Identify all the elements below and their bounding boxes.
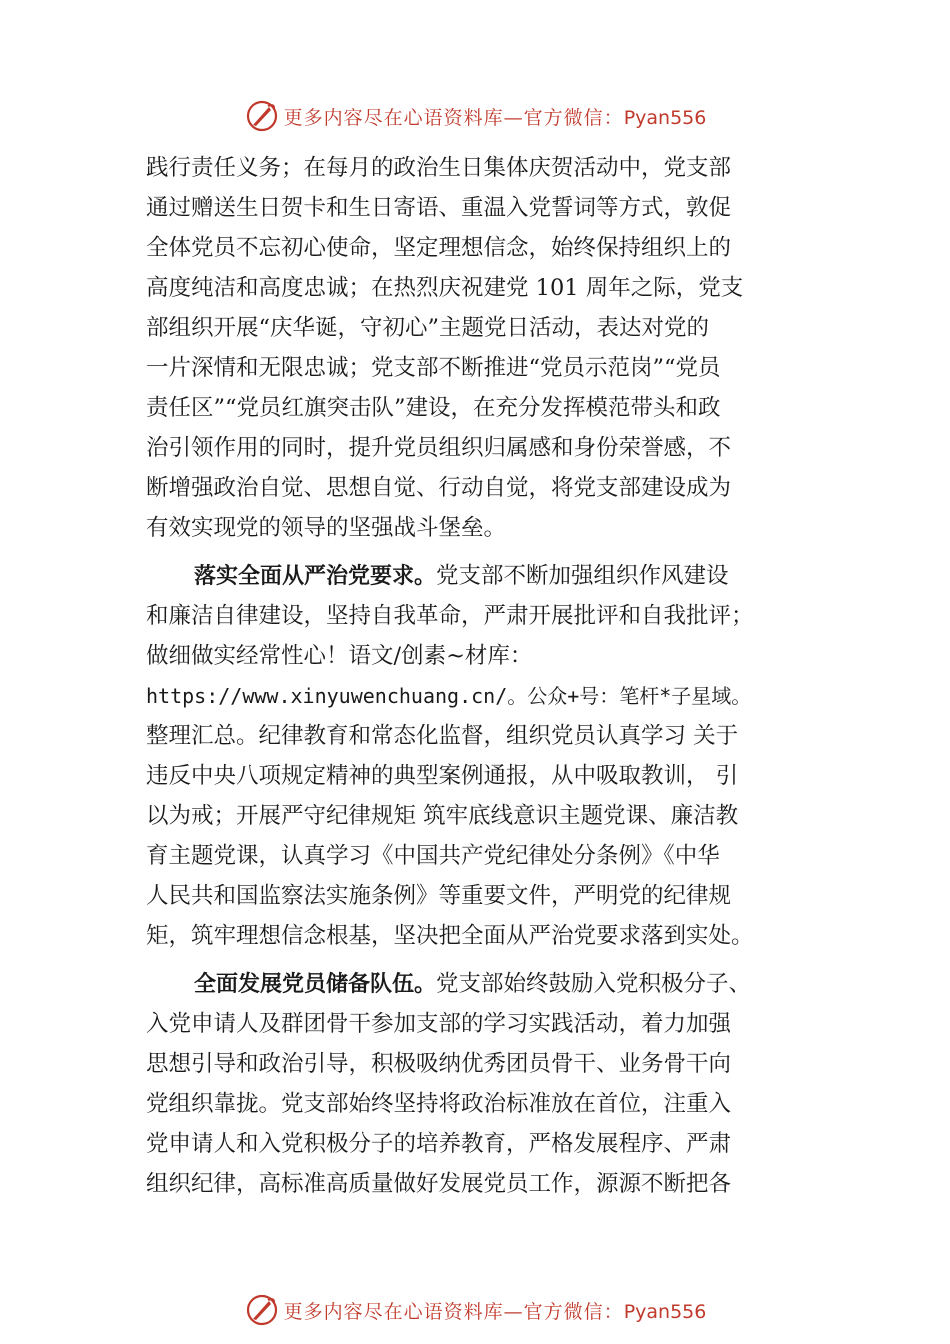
text-line: 责任区”“党员红旗突击队”建设，在充分发挥模范带头和政 xyxy=(146,395,721,421)
text-line: 以为戒；开展严守纪律规矩 筑牢底线意识主题党课、廉洁教 xyxy=(146,803,739,829)
footer-text xyxy=(284,1297,707,1324)
url-text: https://www.xinyuwenchuang.cn/。公众+号：笔杆*子星域。 xyxy=(146,684,752,708)
text-line: 思想引导和政治引导，积极吸纳优秀团员骨干、业务骨干向 xyxy=(146,1051,732,1077)
text-line: 断增强政治自觉、思想自觉、行动自觉，将党支部建设成为 xyxy=(146,475,732,501)
paragraph-2 xyxy=(146,556,816,956)
text-line: 高度纯洁和高度忠诚；在热烈庆祝建党 101 周年之际，党支 xyxy=(146,275,744,301)
header-separator: — xyxy=(503,106,524,129)
text-line: 有效实现党的领导的坚强战斗堡垒。 xyxy=(146,515,507,541)
text-line: 通过赠送生日贺卡和生日寄语、重温入党誓词等方式，敦促 xyxy=(146,195,732,221)
text-line: 人民共和国监察法实施条例》等重要文件，严明党的纪律规 xyxy=(146,883,732,909)
footer-separator: — xyxy=(503,1300,524,1323)
footer-site: 更多内容尽在心语资料库 xyxy=(283,1300,504,1323)
text-line: 组织纪律，高标准高质量做好发展党员工作，源源不断把各 xyxy=(146,1171,732,1197)
text-line: 一片深情和无限忠诚；党支部不断推进“党员示范岗”“党员 xyxy=(146,355,721,381)
text-line: 违反中央八项规定精神的典型案例通报，从中吸取教训， 引 xyxy=(146,763,739,789)
text-line: 和廉洁自律建设，坚持自我革命，严肃开展批评和自我批评； xyxy=(146,603,754,629)
url-line xyxy=(146,676,816,716)
text-line: 入党申请人及群团骨干参加支部的学习实践活动，着力加强 xyxy=(146,1011,732,1037)
text-line xyxy=(146,964,816,1004)
footer-banner xyxy=(0,1290,950,1330)
header-wechat-id: Pyan556 xyxy=(623,106,707,129)
text-line: 党组织靠拢。党支部始终坚持将政治标准放在首位，注重入 xyxy=(146,1091,732,1117)
header-site: 更多内容尽在心语资料库 xyxy=(283,106,504,129)
text-run: 党支部不断加强组织作风建设 xyxy=(436,563,729,589)
paragraph-3 xyxy=(146,964,816,1204)
text-line: 整理汇总。纪律教育和常态化监督，组织党员认真学习 关于 xyxy=(146,723,739,749)
quill-logo-icon xyxy=(244,98,280,134)
header-wechat-label: 官方微信： xyxy=(523,106,624,129)
text-line: 育主题党课，认真学习《中国共产党纪律处分条例》《中华 xyxy=(146,843,720,869)
footer-wechat-id: Pyan556 xyxy=(623,1300,707,1323)
text-line xyxy=(146,556,816,596)
paragraph-heading: 落实全面从严治党要求。 xyxy=(194,564,437,589)
text-line: 治引领作用的同时，提升党员组织归属感和身份荣誉感，不 xyxy=(146,435,732,461)
text-line: 部组织开展“庆华诞，守初心”主题党日活动，表达对党的 xyxy=(146,315,710,341)
text-line: 矩，筑牢理想信念根基，坚决把全面从严治党要求落到实处。 xyxy=(146,923,754,949)
paragraph-1 xyxy=(146,148,816,548)
header-banner xyxy=(0,96,950,136)
header-text xyxy=(284,103,707,130)
quill-logo-icon xyxy=(244,1292,280,1328)
text-line: 党申请人和入党积极分子的培养教育，严格发展程序、严肃 xyxy=(146,1131,732,1157)
document-body xyxy=(146,148,816,1204)
text-line: 全体党员不忘初心使命，坚定理想信念，始终保持组织上的 xyxy=(146,235,732,261)
text-run: 党支部始终鼓励入党积极分子、 xyxy=(436,971,752,997)
text-line: 践行责任义务；在每月的政治生日集体庆贺活动中，党支部 xyxy=(146,155,732,181)
text-line: 做细做实经常性心！语文/创素~材库： xyxy=(146,643,533,669)
footer-wechat-label: 官方微信： xyxy=(523,1300,624,1323)
paragraph-heading: 全面发展党员储备队伍。 xyxy=(194,972,437,997)
